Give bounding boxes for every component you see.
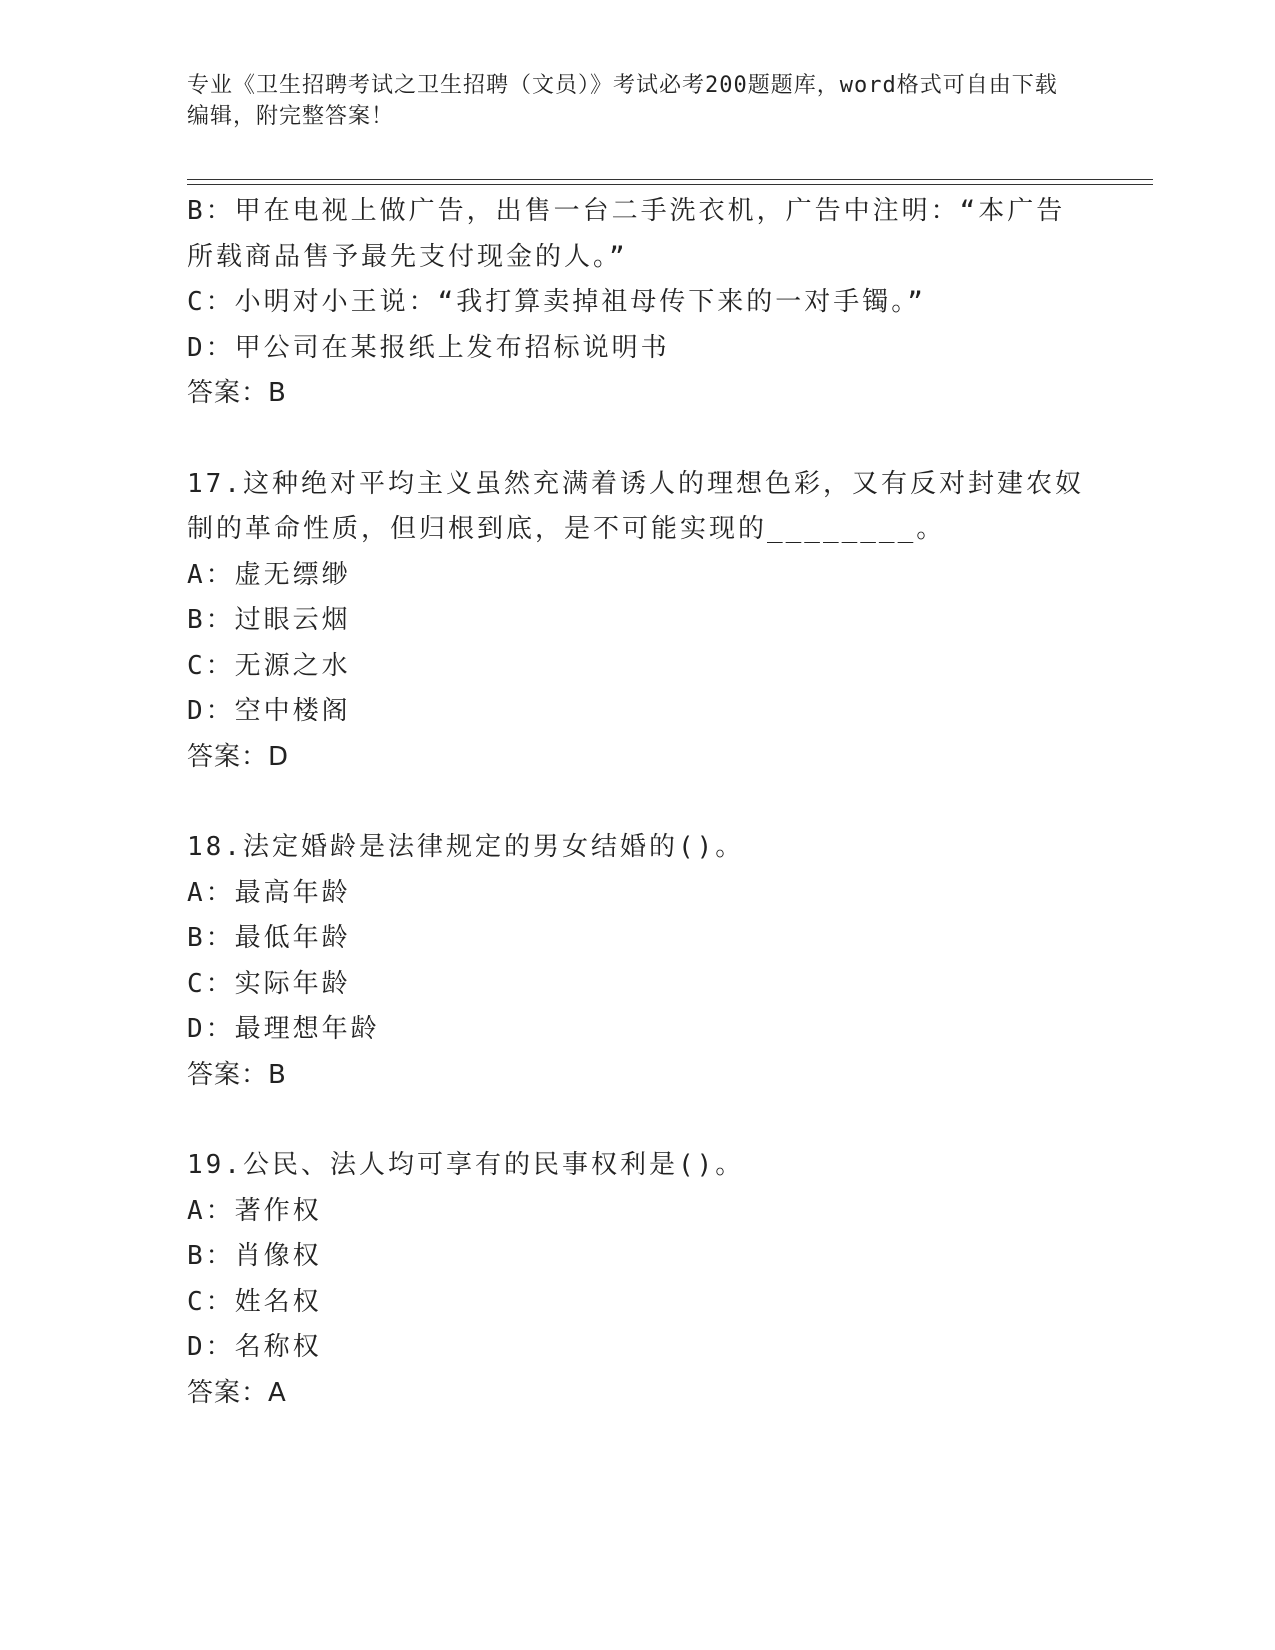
previous-question-block	[187, 189, 1087, 417]
spacer	[187, 780, 1087, 825]
question-content	[187, 189, 1087, 1416]
option-c: C：实际年龄	[187, 968, 351, 999]
option-d: D：最理想年龄	[187, 1014, 380, 1044]
option-c: C：小明对小王说：“我打算卖掉祖母传下来的一对手镯。”	[187, 287, 926, 317]
answer-line: 答案：B	[187, 1059, 287, 1090]
answer-line: 答案：D	[187, 741, 290, 772]
option-d: D：甲公司在某报纸上发布招标说明书	[187, 332, 670, 363]
question-18	[187, 825, 1087, 1098]
option-b: B：过眼云烟	[187, 605, 351, 635]
option-d: D：空中楼阁	[187, 696, 351, 726]
question-17	[187, 462, 1087, 781]
document-header: 专业《卫生招聘考试之卫生招聘（文员）》考试必考200题题库，word格式可自由下载编辑，附完整答案！	[187, 73, 1058, 129]
question-stem: 17.这种绝对平均主义虽然充满着诱人的理想色彩，又有反对封建农奴制的革命性质，但归根到底，是不可能实现的________。	[187, 468, 1084, 544]
option-d: D：名称权	[187, 1332, 322, 1362]
option-a: A：著作权	[187, 1195, 322, 1226]
option-b: B：甲在电视上做广告，出售一台二手洗衣机，广告中注明：“本广告所载商品售予最先支付现金的人。”	[187, 196, 1066, 272]
option-c: C：无源之水	[187, 650, 351, 681]
header-rule-bottom	[187, 184, 1153, 185]
question-stem: 18.法定婚龄是法律规定的男女结婚的()。	[187, 832, 745, 862]
answer-line: 答案：B	[187, 378, 287, 408]
spacer	[187, 417, 1087, 462]
option-b: B：最低年龄	[187, 923, 351, 953]
option-a: A：最高年龄	[187, 877, 351, 908]
answer-line: 答案：A	[187, 1377, 287, 1408]
option-a: A：虚无缥缈	[187, 559, 351, 590]
question-stem: 19.公民、法人均可享有的民事权利是()。	[187, 1150, 745, 1180]
header-rule-top	[187, 179, 1153, 180]
option-c: C：姓名权	[187, 1286, 322, 1317]
question-19	[187, 1143, 1087, 1416]
option-b: B：肖像权	[187, 1241, 322, 1271]
spacer	[187, 1098, 1087, 1143]
